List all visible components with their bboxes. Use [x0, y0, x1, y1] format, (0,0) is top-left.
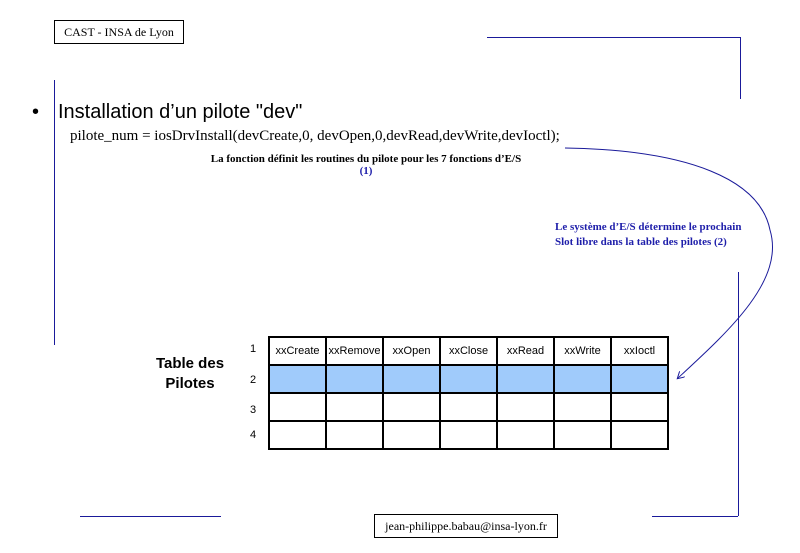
- column-header: xxIoctl: [611, 337, 668, 365]
- table-cell: [326, 421, 383, 449]
- table-title-line2: Pilotes: [165, 375, 215, 392]
- table-cell: [269, 393, 326, 421]
- table-cell: [383, 421, 440, 449]
- row-number: 2: [249, 374, 257, 386]
- table-cell: [554, 393, 611, 421]
- note-routines-ref: (1): [359, 165, 373, 177]
- column-header: xxOpen: [383, 337, 440, 365]
- table-header-row: [269, 337, 668, 365]
- driver-table: [268, 336, 669, 450]
- table-cell: [383, 365, 440, 393]
- bullet-heading-text: Installation d’un pilote "dev": [58, 101, 303, 123]
- table-cell: [326, 365, 383, 393]
- column-header: xxRemove: [326, 337, 383, 365]
- table-cell: [611, 393, 668, 421]
- column-header: xxWrite: [554, 337, 611, 365]
- table-cell: [497, 421, 554, 449]
- table-cell: [497, 393, 554, 421]
- row-number: 1: [249, 343, 257, 355]
- table-cell: [440, 421, 497, 449]
- table-cell: [440, 365, 497, 393]
- table-row: [269, 393, 668, 421]
- column-header: xxRead: [497, 337, 554, 365]
- table-row: [269, 421, 668, 449]
- footer-email: jean-philippe.babau@insa-lyon.fr: [385, 518, 547, 533]
- table-cell: [554, 421, 611, 449]
- table-title-line1: Table des: [155, 355, 225, 372]
- table-cell: [383, 393, 440, 421]
- row-number: 3: [249, 404, 257, 416]
- table-cell: [611, 421, 668, 449]
- note-routines-line1: La fonction définit les routines du pilote pour les 7 fonctions d’E/S: [210, 153, 522, 165]
- table-cell: [554, 365, 611, 393]
- table-cell: [440, 393, 497, 421]
- column-header: xxClose: [440, 337, 497, 365]
- code-line: pilote_num = iosDrvInstall(devCreate,0, devOpen,0,devRead,devWrite,devIoctl);: [70, 128, 560, 144]
- bullet-dot-icon: •: [32, 101, 40, 123]
- table-cell: [269, 421, 326, 449]
- table-cell: [611, 365, 668, 393]
- footer-email-box: [374, 514, 558, 538]
- note-slot-line2: Slot libre dans la table des pilotes (2): [555, 236, 727, 248]
- note-slot-line1: Le système d’E/S détermine le prochain: [555, 221, 742, 233]
- table-row-highlighted: [269, 365, 668, 393]
- table-cell: [269, 365, 326, 393]
- row-number: 4: [249, 429, 257, 441]
- column-header: xxCreate: [269, 337, 326, 365]
- header-label-text: CAST - INSA de Lyon: [64, 24, 174, 39]
- table-title: [140, 354, 240, 394]
- table-cell: [326, 393, 383, 421]
- table-cell: [497, 365, 554, 393]
